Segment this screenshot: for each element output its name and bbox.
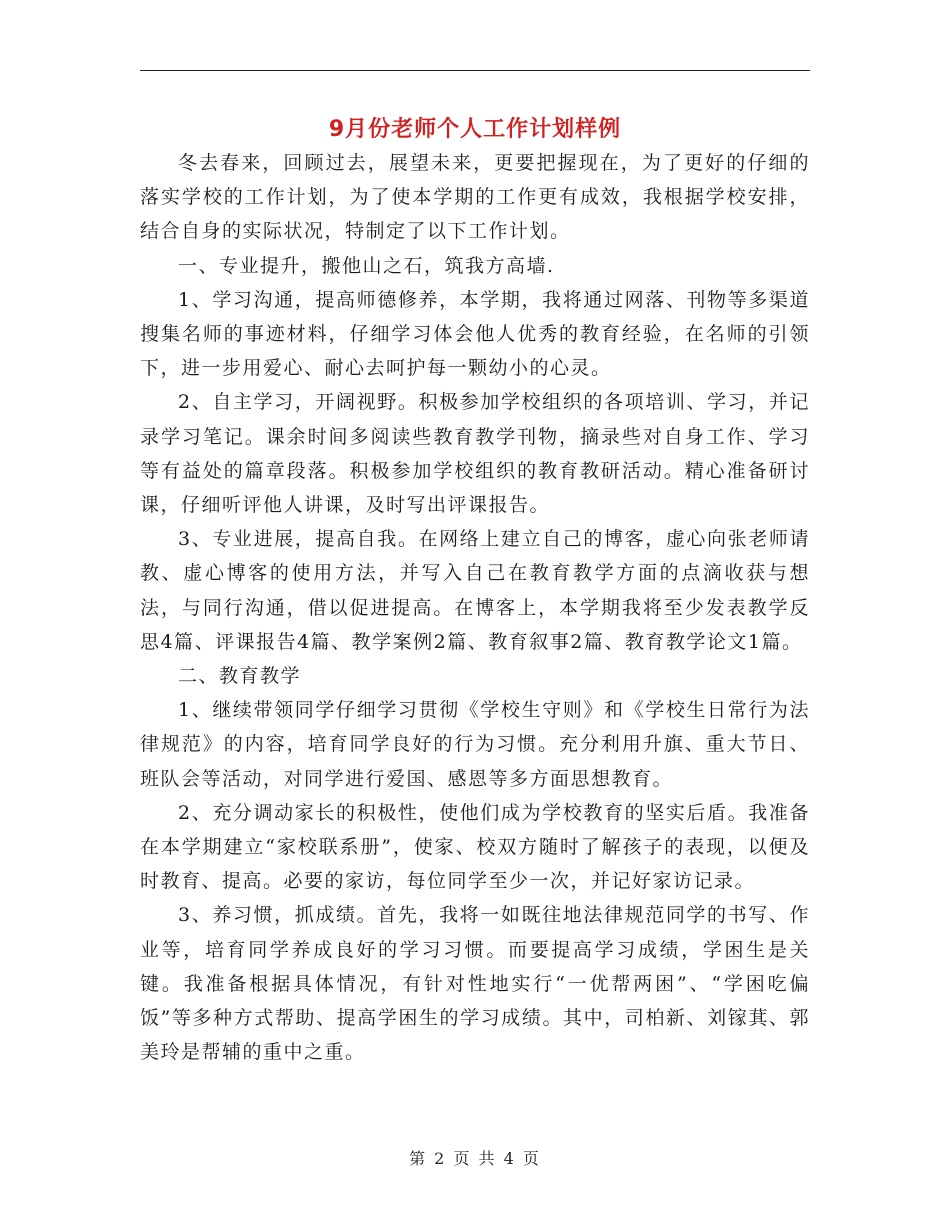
paragraph-behavior-habits: 1、继续带领同学仔细学习贯彻《学校生守则》和《学校生日常行为法律规范》的内容，培育同学良好的行为习惯。充分利用升旗、重大节日、班队会等活动，对同学进行爱国、感恩等多方面思想教育。 (140, 699, 810, 790)
paragraph-ethics-study: 1、学习沟通，提高师德修养，本学期，我将通过网落、刊物等多渠道搜集名师的事迹材料，仔细学习体会他人优秀的教育经验，在名师的引领下，进一步用爱心、耐心去呵护每一颗幼小的心灵。 (140, 288, 810, 380)
header-rule (140, 70, 810, 71)
section-heading-teaching: 二、教育教学 (178, 665, 302, 688)
paragraph-parent-engagement: 2、充分调动家长的积极性，使他们成为学校教育的坚实后盾。我准备在本学期建立“家校联系册”，使家、校双方随时了解孩子的表现，以便及时教育、提高。必要的家访，每位同学至少一次，并记好家访记录。 (140, 801, 810, 893)
document-title: 9月份老师个人工作计划样例 (328, 117, 622, 142)
paragraph-self-study: 2、自主学习，开阔视野。积极参加学校组织的各项培训、学习，并记录学习笔记。课余时间多阅读些教育教学刊物，摘录些对自身工作、学习等有益处的篇章段落。积极参加学校组织的教育教研活动。精心准备研讨课，仔细听评他人讲课，及时写出评课报告。 (140, 391, 810, 517)
paragraph-study-habits: 3、养习惯，抓成绩。首先，我将一如既往地法律规范同学的书写、作业等，培育同学养成良好的学习习惯。而要提高学习成绩，学困生是关键。我准备根据具体情况，有针对性地实行“一优帮两困”、“学困吃偏饭”等多种方式帮助、提高学困生的学习成绩。其中，司柏新、刘镓萁、郭美玲是帮辅的重中之重。 (140, 904, 810, 1064)
document-body (140, 146, 810, 1069)
paragraph-professional-growth: 3、专业进展，提高自我。在网络上建立自己的博客，虚心向张老师请教、虚心博客的使用方法，并写入自己在教育教学方面的点滴收获与想法，与同行沟通，借以促进提高。在博客上，本学期我将至少发表教学反思4篇、评课报告4篇、教学案例2篇、教育叙事2篇、教育教学论文1篇。 (140, 528, 810, 653)
page-number: 第 2 页 共 4 页 (409, 1149, 541, 1168)
section-heading-professional: 一、专业提升，搬他山之石，筑我方高墙. (178, 254, 555, 277)
paragraph-intro: 冬去春来，回顾过去，展望未来，更要把握现在，为了更好的仔细的落实学校的工作计划，为了使本学期的工作更有成效，我根据学校安排，结合自身的实际状况，特制定了以下工作计划。 (140, 152, 810, 243)
